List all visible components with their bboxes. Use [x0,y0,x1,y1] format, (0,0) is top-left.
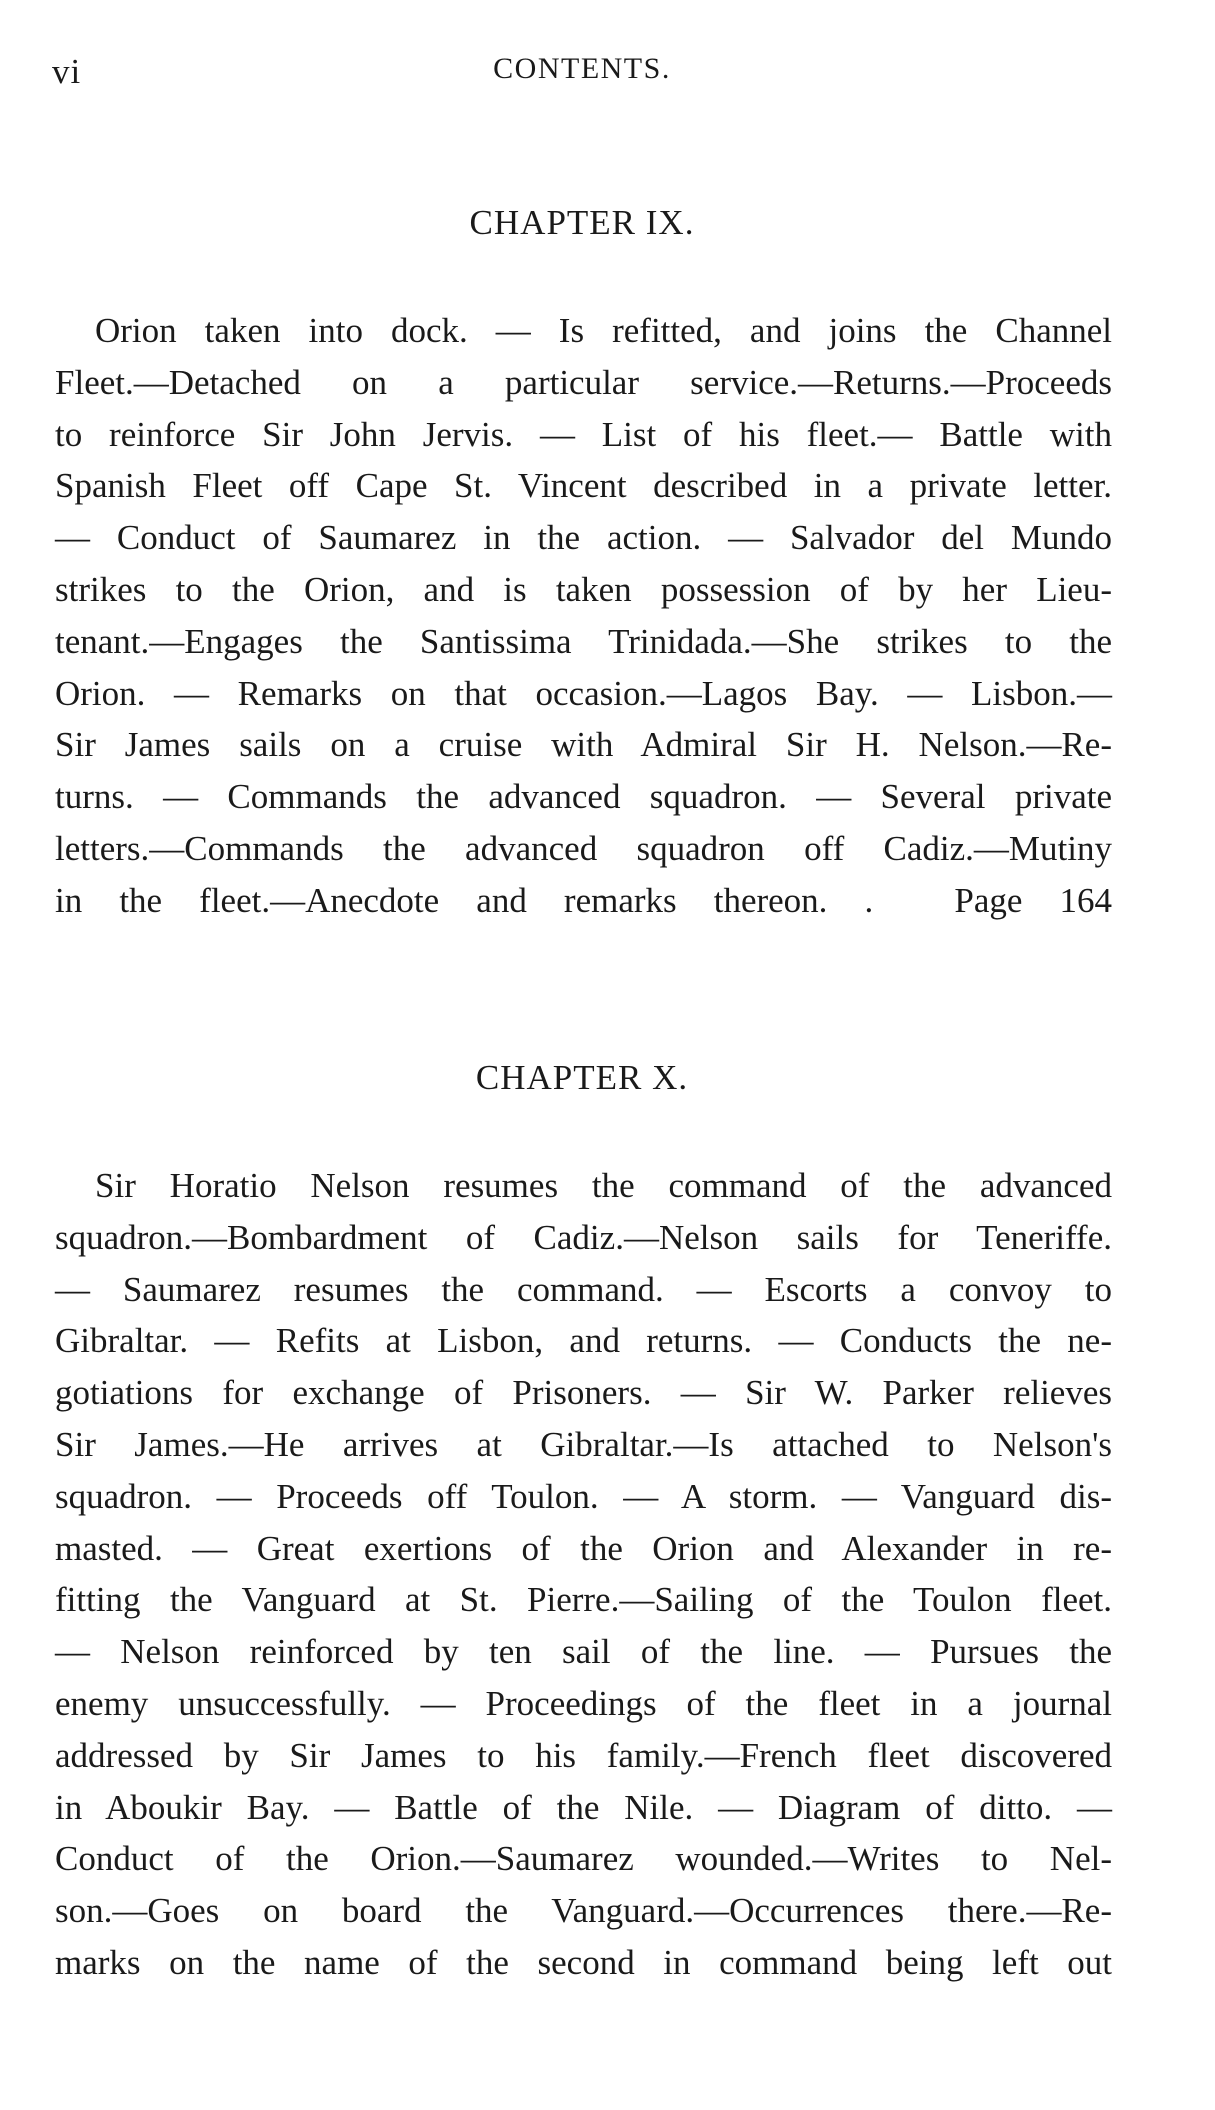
summary-line: turns. — Commands the advanced squadron. — Several private [55,777,1112,817]
page-folio: vi [52,52,82,91]
summary-line: son.—Goes on board the Vanguard.—Occurrences there.—Re- [55,1891,1112,1931]
summary-line: squadron.—Bombardment of Cadiz.—Nelson sails for Teneriffe. [55,1217,1112,1257]
chapter-heading: CHAPTER X. [475,1058,689,1097]
summary-line: letters.—Commands the advanced squadron off Cadiz.—Mutiny [55,828,1112,868]
summary-line: — Conduct of Saumarez in the action. — Salvador del Mundo [55,518,1112,558]
summary-line: Orion taken into dock. — Is refitted, and joins the Channel [95,311,1112,350]
summary-line: Sir James.—He arrives at Gibraltar.—Is attached to Nelson's [55,1424,1112,1464]
summary-line: Orion. — Remarks on that occasion.—Lagos Bay. — Lisbon.— [55,673,1112,713]
summary-line: — Saumarez resumes the command. — Escorts a convoy to [55,1269,1112,1309]
chapter-heading: CHAPTER IX. [469,203,695,242]
leader-dot: . [864,880,874,920]
summary-line: tenant.—Engages the Santissima Trinidada.—She strikes to the [55,621,1112,661]
summary-line: Sir Horatio Nelson resumes the command of the advanced [95,1166,1112,1205]
summary-line: squadron. — Proceeds off Toulon. — A storm. — Vanguard dis- [55,1476,1112,1516]
summary-line: strikes to the Orion, and is taken possession of by her Lieu- [55,569,1112,609]
page-reference: Page 164 [954,880,1113,920]
summary-line: enemy unsuccessfully. — Proceedings of the fleet in a journal [55,1683,1112,1723]
summary-line: Fleet.—Detached on a particular service.—Returns.—Proceeds [55,362,1112,402]
summary-last-line [55,875,1112,927]
chapter-summary [55,1160,1112,1989]
running-head [52,52,1112,102]
summary-line: addressed by Sir James to his family.—French fleet discovered [55,1735,1112,1775]
summary-line-text: in the fleet.—Anecdote and remarks thereon. [55,880,828,920]
summary-line: masted. — Great exertions of the Orion and Alexander in re- [55,1528,1112,1568]
running-title: CONTENTS. [493,52,671,85]
summary-line: — Nelson reinforced by ten sail of the line. — Pursues the [55,1632,1112,1672]
summary-line: Gibraltar. — Refits at Lisbon, and returns. — Conducts the ne- [55,1321,1112,1361]
summary-line: to reinforce Sir John Jervis. — List of his fleet.— Battle with [55,414,1112,454]
summary-line: Sir James sails on a cruise with Admiral Sir H. Nelson.—Re- [55,725,1112,765]
chapter-summary [55,305,1112,927]
summary-line: Spanish Fleet off Cape St. Vincent described in a private letter. [55,466,1112,506]
summary-line: marks on the name of the second in command being left out [55,1942,1112,1982]
summary-line: Conduct of the Orion.—Saumarez wounded.—Writes to Nel- [55,1839,1112,1879]
summary-line: in Aboukir Bay. — Battle of the Nile. — Diagram of ditto. — [55,1787,1112,1827]
summary-line: gotiations for exchange of Prisoners. — Sir W. Parker relieves [55,1373,1112,1413]
summary-line: fitting the Vanguard at St. Pierre.—Sailing of the Toulon fleet. [55,1580,1112,1620]
